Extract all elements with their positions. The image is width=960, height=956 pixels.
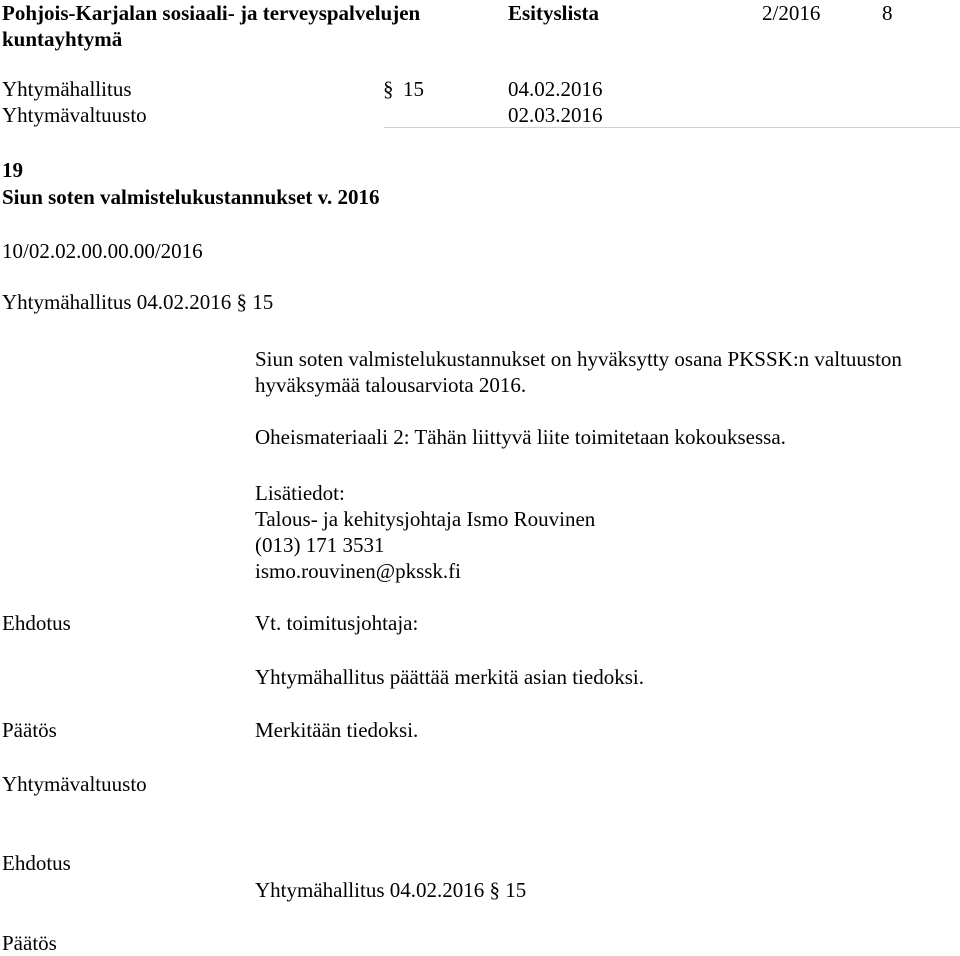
header-divider [384, 127, 960, 128]
council-proposal-label: Ehdotus [2, 851, 71, 875]
proposal-label: Ehdotus [2, 611, 71, 635]
section-sign-icon: § [236, 290, 247, 314]
decision-label: Päätös [2, 718, 57, 742]
info-phone: (013) 171 3531 [255, 533, 385, 557]
item-reference: Yhtymähallitus 04.02.2016 § 15 [2, 290, 274, 314]
page-number: 8 [882, 1, 893, 25]
proposal-presenter: Vt. toimitusjohtaja: [255, 611, 419, 635]
meeting-body-valtuusto: Yhtymävaltuusto [2, 103, 147, 127]
council-decision-label: Päätös [2, 931, 57, 955]
organization-name: Pohjois-Karjalan sosiaali- ja terveyspalvelujen [2, 1, 421, 25]
council-heading: Yhtymävaltuusto [2, 772, 147, 796]
section-sign-icon: § [489, 878, 500, 902]
organization-name-line2: kuntayhtymä [2, 27, 123, 51]
info-label: Lisätiedot: [255, 481, 345, 505]
council-proposal-reference: Yhtymähallitus 04.02.2016 § 15 [255, 878, 527, 902]
record-id: 10/02.02.00.00.00/2016 [2, 239, 203, 263]
item-number: 19 [2, 158, 23, 182]
body-paragraph-1: Siun soten valmistelukustannukset on hyväksytty osana PKSSK:n valtuuston hyväksymää talousarviota 2016. [255, 347, 902, 397]
section-sign-icon: § [383, 77, 394, 101]
meeting-date-valtuusto: 02.03.2016 [508, 103, 603, 127]
item-title: Siun soten valmistelukustannukset v. 2016 [2, 185, 380, 209]
issue-number: 2/2016 [762, 1, 821, 25]
decision-text: Merkitään tiedoksi. [255, 718, 419, 742]
info-email: ismo.rouvinen@pkssk.fi [255, 559, 462, 583]
meeting-body-hallitus: Yhtymähallitus [2, 77, 132, 101]
proposal-text: Yhtymähallitus päättää merkitä asian tiedoksi. [255, 665, 644, 689]
body-paragraph-2: Oheismateriaali 2: Tähän liittyvä liite toimitetaan kokouksessa. [255, 425, 786, 449]
meeting-date-hallitus: 04.02.2016 [508, 77, 603, 101]
document-type: Esityslista [508, 1, 600, 25]
info-name: Talous- ja kehitysjohtaja Ismo Rouvinen [255, 507, 596, 531]
meeting-section-number: 15 [403, 77, 424, 101]
